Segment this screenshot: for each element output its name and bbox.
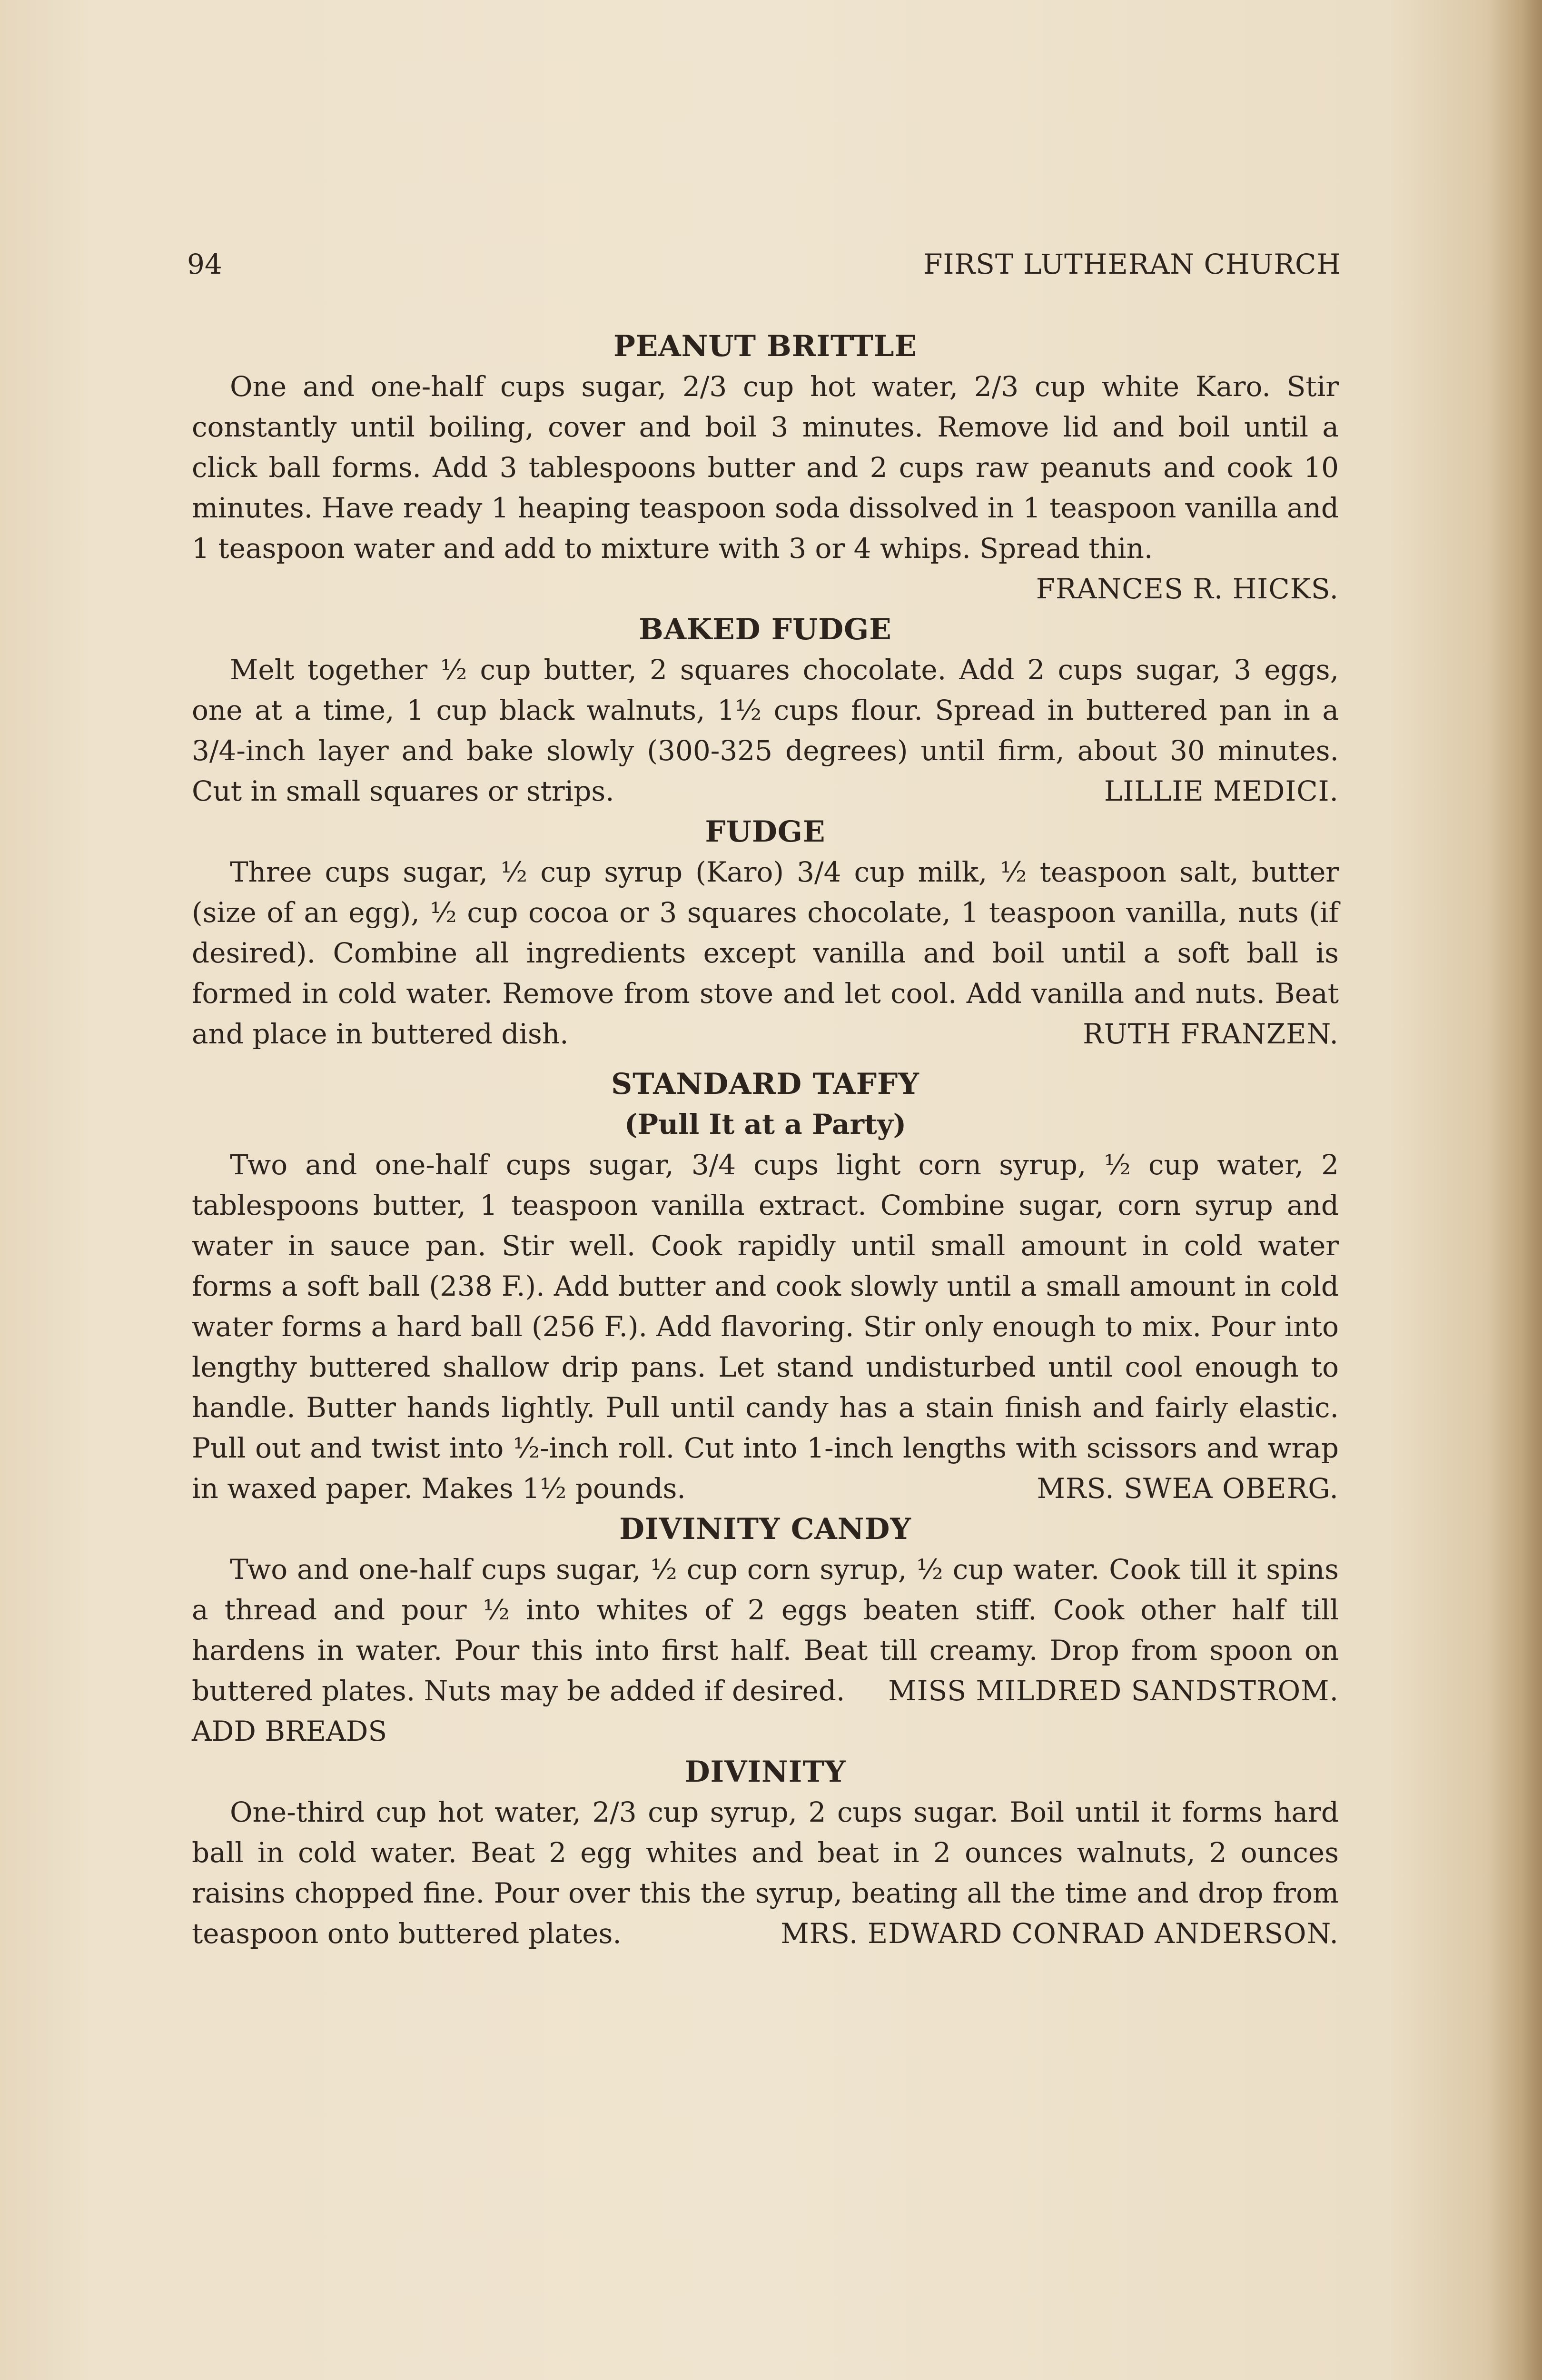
- recipe-text: Two and one-half cups sugar, 3/4 cups light corn syrup, ½ cup water, 2 tablespoons butter, 1 teaspoon vanilla extract. Combine sugar, corn syrup and water in sauce pan. Stir well. Cook rapidly until small amount in cold water forms a soft ball (238 F.). Add butter and cook slowly until a small amount in cold water forms a hard ball (256 F.). Add flavoring. Stir only enough to mix. Pour into lengthy buttered shallow drip pans. Let stand undisturbed until cool enough to handle. Butter hands lightly. Pull until candy has a stain finish and fairly elastic. Pull out and twist into ½-inch roll. Cut into 1-inch lengths with scissors and wrap in waxed paper. Makes 1½ pounds.: [192, 1149, 1339, 1505]
- recipe-author: LILLIE MEDICI.: [1104, 775, 1339, 807]
- recipe-body: [192, 1549, 1339, 1711]
- recipe-author: MRS. SWEA OBERG.: [1037, 1472, 1339, 1505]
- running-title: FIRST LUTHERAN CHURCH: [923, 248, 1341, 280]
- recipe-baked-fudge: [192, 609, 1339, 812]
- page-header: [187, 245, 1341, 283]
- recipe-title: DIVINITY: [684, 1755, 846, 1789]
- recipe-fudge: [192, 812, 1339, 1054]
- recipe-author: MRS. EDWARD CONRAD ANDERSON.: [781, 1917, 1339, 1950]
- recipe-peanut-brittle: [192, 326, 1339, 609]
- recipe-note: ADD BREADS: [192, 1715, 387, 1747]
- recipe-title: DIVINITY CANDY: [619, 1512, 911, 1546]
- recipe-divinity-candy: [192, 1509, 1339, 1752]
- recipe-text: Melt together ½ cup butter, 2 squares chocolate. Add 2 cups sugar, 3 eggs, one at a time, 1 cup black walnuts, 1½ cups flour. Spread in buttered pan in a 3/4-inch layer and bake slowly (300-325 degrees) until firm, about 30 minutes. Cut in small squares or strips.: [192, 654, 1339, 807]
- recipe-title: STANDARD TAFFY: [611, 1067, 919, 1101]
- recipe-divinity: [192, 1752, 1339, 1954]
- page-number: 94: [187, 248, 222, 280]
- section-gap: [192, 1054, 1339, 1064]
- recipe-text: One-third cup hot water, 2/3 cup syrup, 2 cups sugar. Boil until it forms hard ball in cold water. Beat 2 egg whites and beat in 2 ounces walnuts, 2 ounces raisins chopped fine. Pour over this the syrup, beating all the time and drop from teaspoon onto buttered plates.: [192, 1796, 1339, 1950]
- recipe-body: [192, 650, 1339, 812]
- recipe-body: [192, 367, 1339, 605]
- recipe-author: RUTH FRANZEN.: [1083, 1018, 1339, 1050]
- recipe-author: FRANCES R. HICKS.: [1036, 573, 1339, 605]
- recipe-body: [192, 1792, 1339, 1954]
- recipe-body: [192, 1145, 1339, 1509]
- page-edge-shadow: [1490, 0, 1542, 2380]
- recipe-text: Three cups sugar, ½ cup syrup (Karo) 3/4 cup milk, ½ teaspoon salt, butter (size of an egg), ½ cup cocoa or 3 squares chocolate, 1 teaspoon vanilla, nuts (if desired). Combine all ingredients except vanilla and boil until a soft ball is formed in cold water. Remove from stove and let cool. Add vanilla and nuts. Beat and place in buttered dish.: [192, 856, 1339, 1050]
- recipe-subtitle: (Pull It at a Party): [624, 1108, 907, 1140]
- recipe-title: PEANUT BRITTLE: [613, 329, 918, 363]
- recipe-standard-taffy: [192, 1064, 1339, 1509]
- recipe-title: BAKED FUDGE: [639, 613, 892, 646]
- recipe-title: FUDGE: [705, 815, 826, 849]
- recipe-body: [192, 852, 1339, 1054]
- recipe-list: [192, 326, 1339, 1954]
- recipe-text: One and one-half cups sugar, 2/3 cup hot water, 2/3 cup white Karo. Stir constantly until boiling, cover and boil 3 minutes. Remove lid and boil until a click ball forms. Add 3 tablespoons butter and 2 cups raw peanuts and cook 10 minutes. Have ready 1 heaping teaspoon soda dissolved in 1 teaspoon vanilla and 1 teaspoon water and add to mixture with 3 or 4 whips. Spread thin.: [192, 370, 1339, 565]
- recipe-author: MISS MILDRED SANDSTROM.: [888, 1675, 1339, 1707]
- recipe-text: Two and one-half cups sugar, ½ cup corn syrup, ½ cup water. Cook till it spins a thread and pour ½ into whites of 2 eggs beaten stiff. Cook other half till hardens in water. Pour this into first half. Beat till creamy. Drop from spoon on buttered plates. Nuts may be added if desired.: [192, 1553, 1339, 1707]
